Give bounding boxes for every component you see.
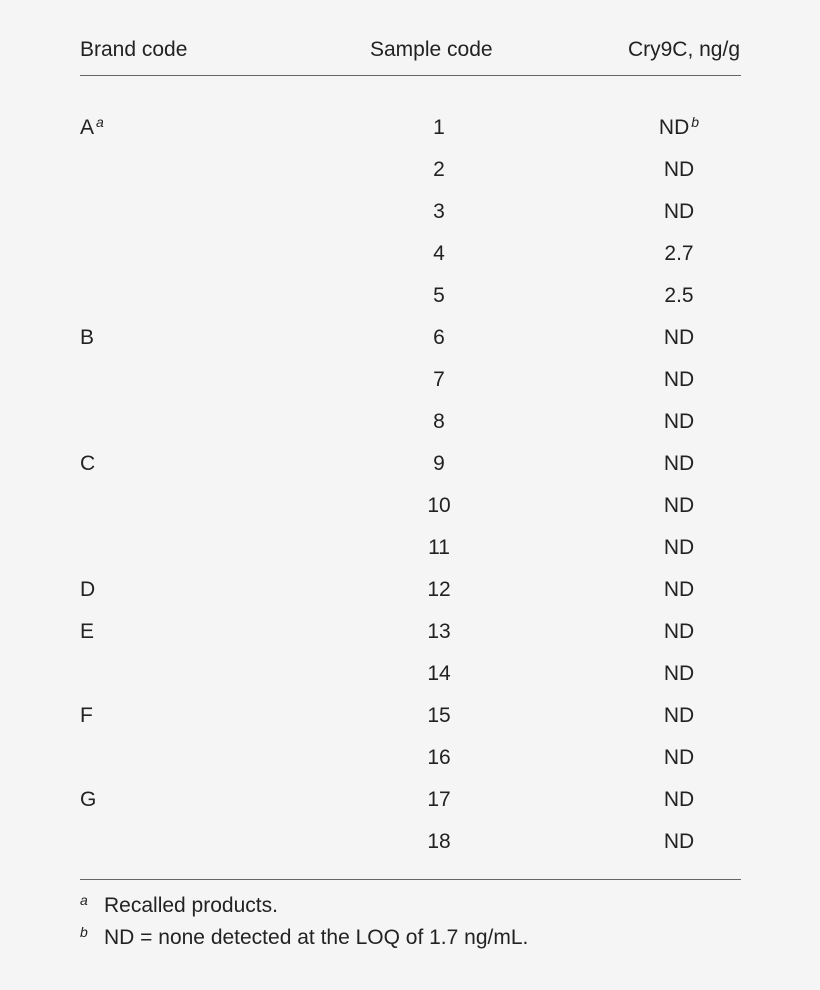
brand-value: G bbox=[80, 788, 97, 811]
brand-cell bbox=[80, 575, 95, 605]
sample-cell: 13 bbox=[427, 620, 451, 643]
table-row bbox=[0, 239, 820, 269]
cry9c-cell bbox=[619, 365, 739, 395]
cry9c-value: ND bbox=[663, 158, 695, 181]
sample-cell: 6 bbox=[433, 326, 445, 349]
cry9c-value: ND bbox=[663, 746, 695, 769]
sample-cell: 1 bbox=[433, 116, 445, 139]
table-row bbox=[0, 659, 820, 689]
brand-value: B bbox=[80, 326, 95, 349]
brand-cell bbox=[80, 449, 95, 479]
table-row bbox=[0, 155, 820, 185]
cry9c-value: ND bbox=[663, 536, 695, 559]
sample-cell: 2 bbox=[433, 158, 445, 181]
table-row bbox=[0, 449, 820, 479]
sample-cell: 3 bbox=[433, 200, 445, 223]
brand-value: A bbox=[80, 116, 95, 139]
bottom-rule bbox=[80, 879, 741, 880]
sample-cell: 7 bbox=[433, 368, 445, 391]
cry9c-value: ND bbox=[663, 326, 695, 349]
brand-cell bbox=[80, 617, 94, 647]
cry9c-value: ND bbox=[663, 788, 695, 811]
table-row bbox=[0, 785, 820, 815]
cry9c-cell bbox=[619, 323, 739, 353]
cry9c-value: 2.5 bbox=[664, 284, 694, 307]
brand-value: D bbox=[80, 578, 96, 601]
cry9c-cell bbox=[619, 281, 739, 311]
cry9c-cell bbox=[619, 659, 739, 689]
sample-cell: 5 bbox=[433, 284, 445, 307]
table-row bbox=[0, 575, 820, 605]
sample-cell: 11 bbox=[428, 536, 450, 559]
header-sample-code: Sample code bbox=[370, 38, 493, 61]
cry9c-value: ND bbox=[663, 830, 695, 853]
cry9c-value: ND bbox=[663, 200, 695, 223]
cry9c-value: ND bbox=[663, 494, 695, 517]
table-row bbox=[0, 281, 820, 311]
table-row bbox=[0, 533, 820, 563]
cry9c-cell bbox=[619, 575, 739, 605]
sample-cell: 17 bbox=[427, 788, 451, 811]
sample-cell: 15 bbox=[427, 704, 451, 727]
brand-value: F bbox=[80, 704, 93, 727]
sample-cell: 10 bbox=[427, 494, 451, 517]
brand-cell bbox=[80, 113, 104, 143]
table-row bbox=[0, 365, 820, 395]
cry9c-value: ND bbox=[663, 368, 695, 391]
cry9c-value: ND bbox=[663, 620, 695, 643]
cry9c-cell bbox=[619, 533, 739, 563]
cry9c-cell bbox=[619, 491, 739, 521]
cry9c-cell bbox=[619, 239, 739, 269]
footnote-b bbox=[80, 924, 528, 952]
footnote-mark: b bbox=[80, 924, 88, 940]
cry9c-cell bbox=[619, 701, 739, 731]
table-row bbox=[0, 617, 820, 647]
cry9c-value: ND bbox=[663, 662, 695, 685]
table-row bbox=[0, 113, 820, 143]
cry9c-value: ND bbox=[663, 704, 695, 727]
footnote-text: ND = none detected at the LOQ of 1.7 ng/mL. bbox=[104, 926, 529, 949]
sample-cell: 8 bbox=[433, 410, 445, 433]
header-brand-code: Brand code bbox=[80, 38, 188, 61]
brand-value: C bbox=[80, 452, 96, 475]
cry9c-value: ND bbox=[663, 452, 695, 475]
table-row bbox=[0, 743, 820, 773]
cry9c-value: ND bbox=[663, 410, 695, 433]
brand-cell bbox=[80, 323, 94, 353]
table-row bbox=[0, 407, 820, 437]
cry9c-cell bbox=[619, 827, 739, 857]
table-row bbox=[0, 701, 820, 731]
sample-cell: 14 bbox=[427, 662, 451, 685]
sample-cell: 4 bbox=[433, 242, 445, 265]
table-row bbox=[0, 197, 820, 227]
brand-cell bbox=[80, 701, 93, 731]
cry9c-cell bbox=[619, 743, 739, 773]
cry9c-cell bbox=[619, 407, 739, 437]
cry9c-value: ND bbox=[658, 116, 690, 139]
footnote-text: Recalled products. bbox=[104, 894, 278, 917]
cry9c-cell bbox=[619, 617, 739, 647]
table-row bbox=[0, 491, 820, 521]
cry9c-cell bbox=[619, 113, 739, 143]
sample-cell: 16 bbox=[427, 746, 451, 769]
cry9c-cell bbox=[619, 197, 739, 227]
brand-value: E bbox=[80, 620, 95, 643]
sample-cell: 12 bbox=[427, 578, 451, 601]
table-row bbox=[0, 827, 820, 857]
table-row bbox=[0, 323, 820, 353]
footnote-a bbox=[80, 892, 278, 920]
brand-cell bbox=[80, 785, 96, 815]
sample-cell: 9 bbox=[433, 452, 445, 475]
footnote-mark: a bbox=[80, 892, 88, 908]
cry9c-value: ND bbox=[663, 578, 695, 601]
sample-cell: 18 bbox=[427, 830, 451, 853]
footnote-ref: b bbox=[691, 114, 700, 130]
cry9c-cell bbox=[619, 155, 739, 185]
header-cry9c: Cry9C, ng/g bbox=[627, 38, 740, 61]
cry9c-cell bbox=[619, 449, 739, 479]
cry9c-value: 2.7 bbox=[664, 242, 694, 265]
footnote-ref: a bbox=[96, 114, 104, 130]
cry9c-cell bbox=[619, 785, 739, 815]
header-rule bbox=[80, 75, 741, 76]
